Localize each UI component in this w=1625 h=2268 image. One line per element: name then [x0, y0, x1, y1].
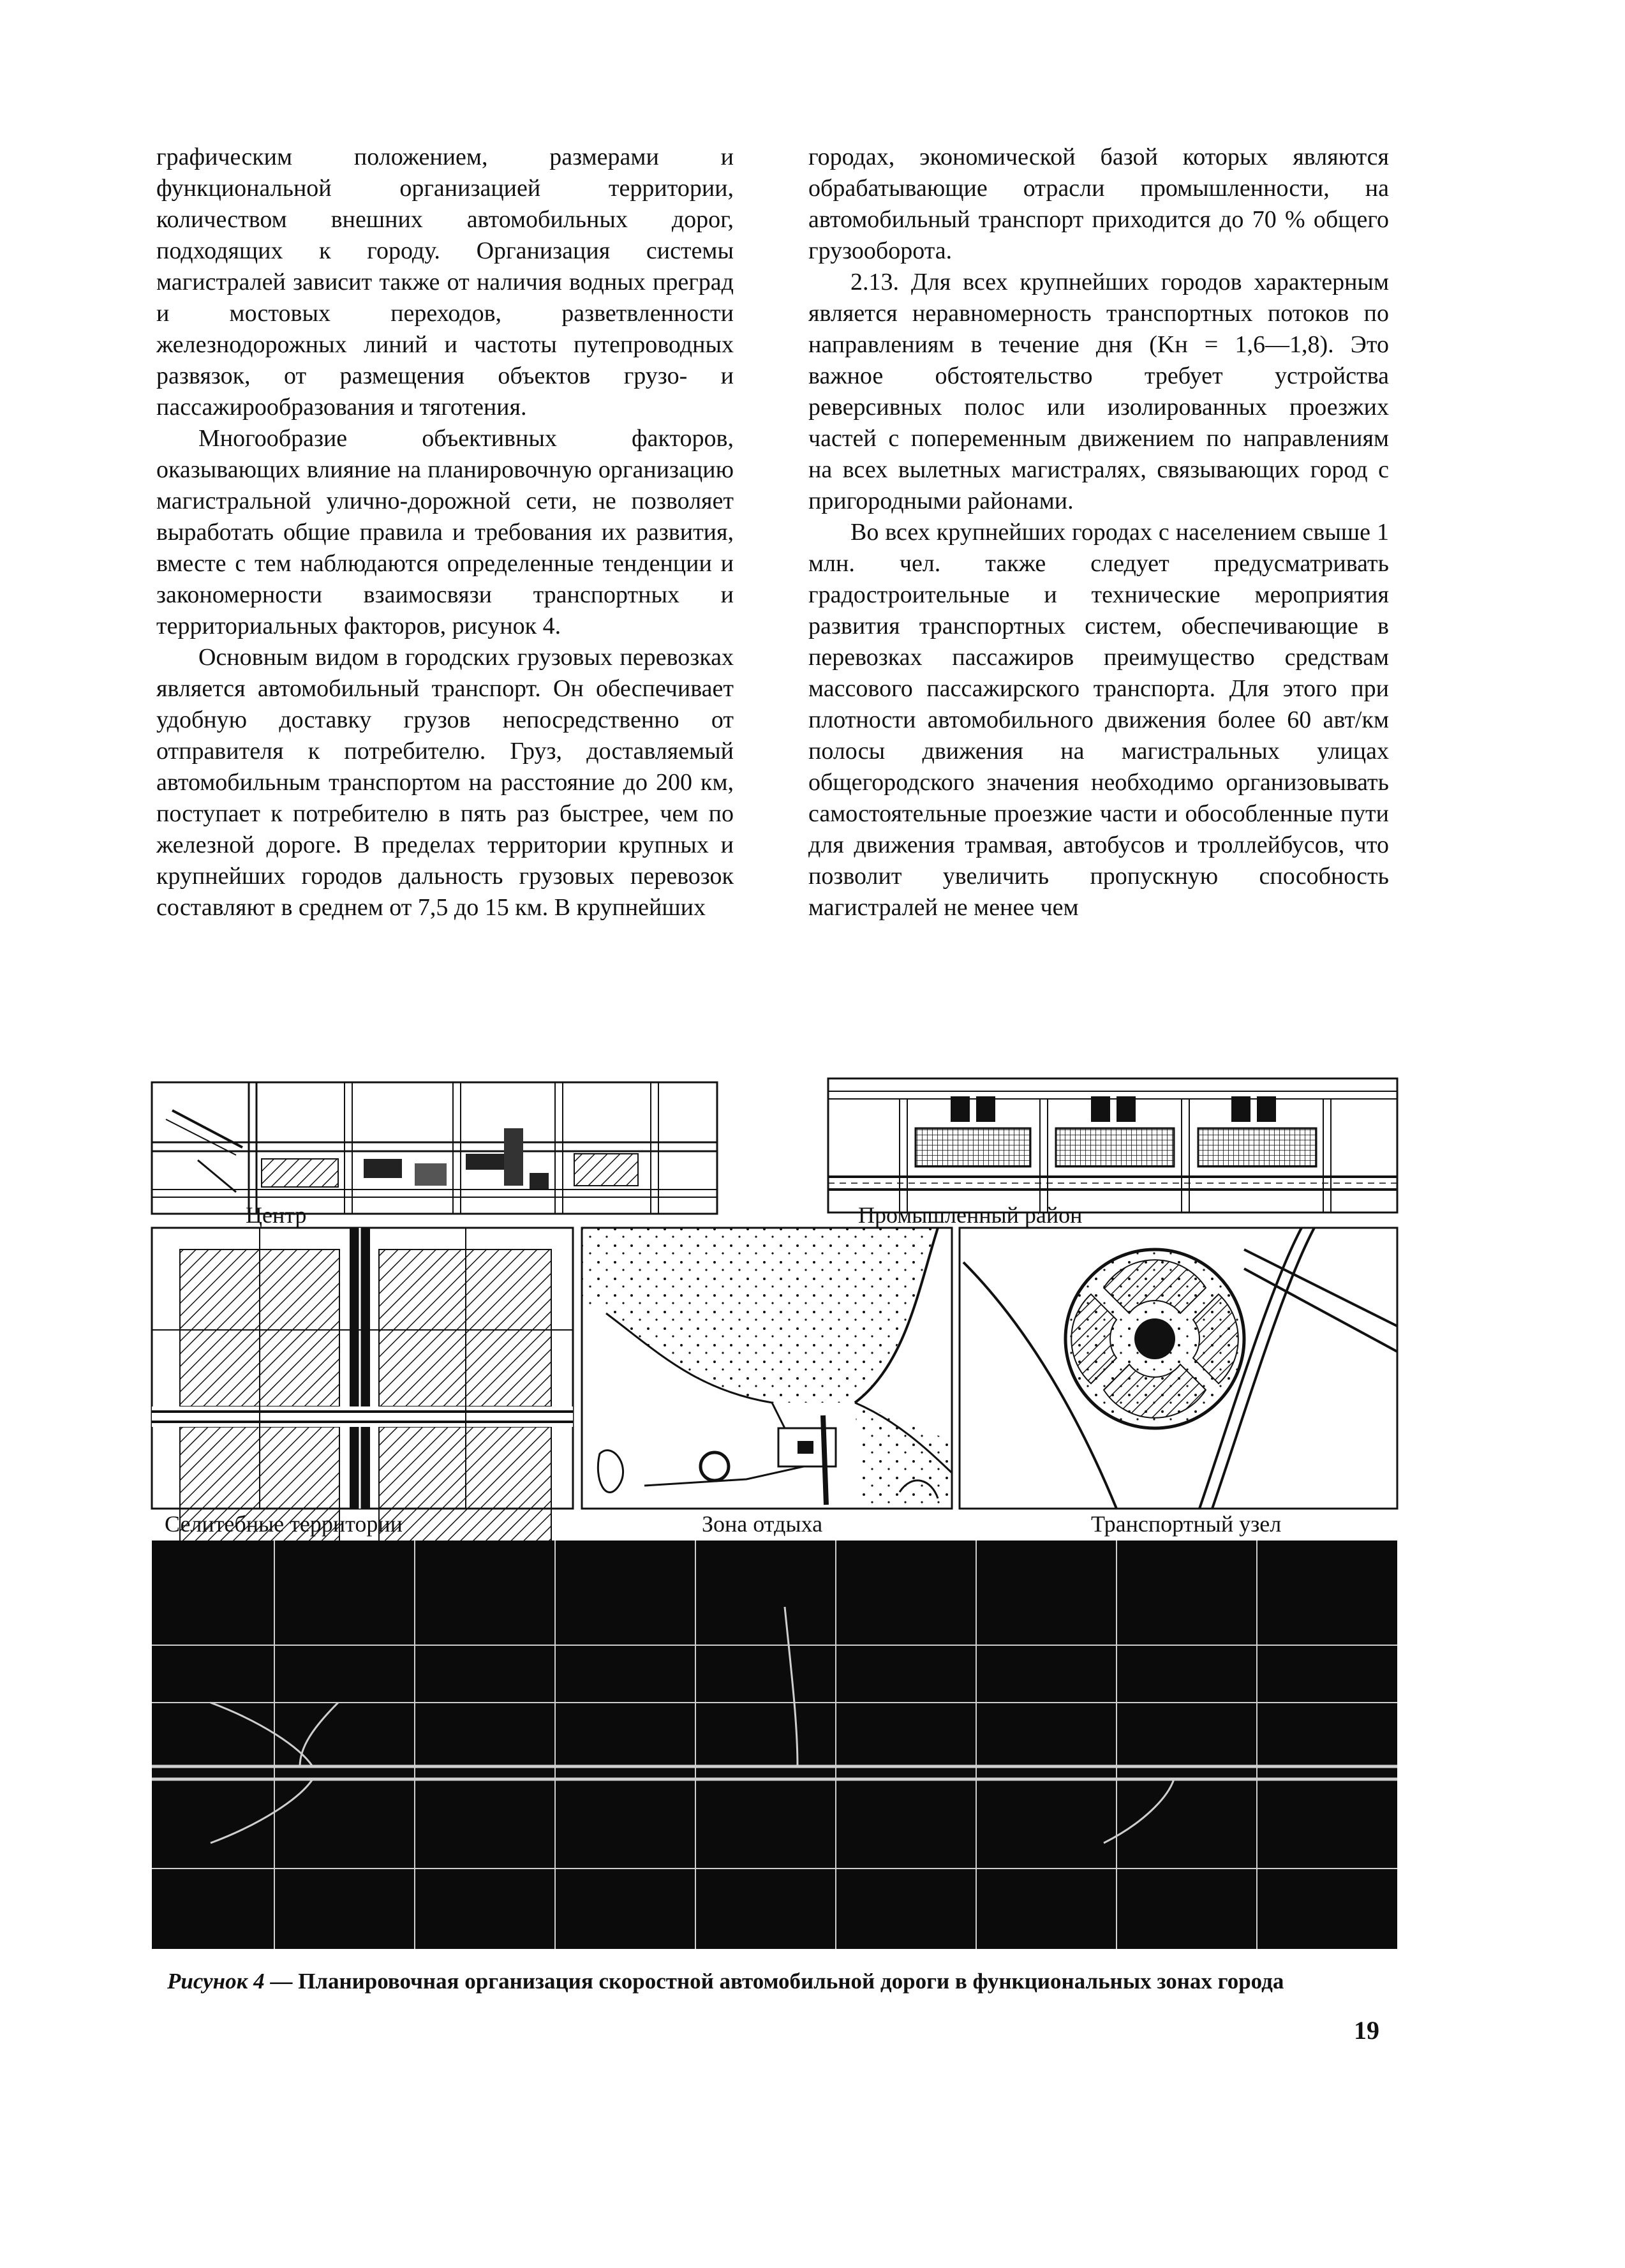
map-strip — [152, 1541, 1397, 1949]
figure-label-center: Центр — [246, 1202, 307, 1228]
figure-label-industrial: Промышленный район — [858, 1202, 1083, 1228]
figure-label-recreation: Зона отдыха — [702, 1511, 823, 1537]
panel-transport-hub — [960, 1228, 1397, 1509]
paragraph: Во всех крупнейших городах с населением свыше 1 млн. чел. также следует предусматривать градостроительные и технические мероприятия развития транспортных систем, обеспечивающие в перевозках пассажиров преимущество средствам массового пассажирского транспорта. Для этого при плотности автомобильного движения более 60 авт/км полосы движения на магистральных улицах общегородского значения необходимо организовывать самостоятельные проезжие части и обособленные пути для движения трамвая, автобусов и троллейбусов, что позволит увеличить пропускную способность магистралей не менее чем — [808, 519, 1389, 921]
paragraph: Многообразие объективных факторов, оказывающих влияние на планировочную организацию магистральной улично-дорожной сети, не позволяет выработать общие правила и требования их развития, вместе с тем наблюдаются определенные тенденции и закономерности взаимосвязи транспортных и территориальных факторов, рисунок 4. — [156, 425, 734, 639]
figure-label-transport-hub: Транспортный узел — [1091, 1511, 1282, 1537]
page-number: 19 — [1354, 2016, 1379, 2045]
caption-lead: Рисунок 4 — [167, 1969, 265, 1994]
figure-4 — [147, 1058, 1402, 1949]
caption-text: — Планировочная организация скоростной автомобильной дороги в функциональных зонах города — [264, 1969, 1284, 1994]
panel-recreation — [582, 1228, 952, 1509]
panel-industrial — [828, 1078, 1397, 1212]
left-text-column — [156, 142, 734, 923]
figure-label-residential: Селитебные территории — [165, 1511, 403, 1537]
paragraph: Основным видом в городских грузовых перевозках является автомобильный транспорт. Он обеспечивает удобную доставку грузов непосредственно от отправителя к потребителю. Груз, доставляемый автомобильным транспортом на расстояние до 200 км, поступает к потребителю в пять раз быстрее, чем по железной дороге. В пределах территории крупных и крупнейших городов дальность грузовых перевозок составляют в среднем от 7,5 до 15 км. В крупнейших — [156, 644, 734, 921]
paragraph: городах, экономической базой которых являются обрабатывающие отрасли промышленности, на автомобильный транспорт приходится до 70 % общего грузооборота. — [808, 144, 1389, 264]
right-text-column — [808, 142, 1389, 923]
figure-caption — [167, 1969, 1405, 1994]
paragraph: 2.13. Для всех крупнейших городов характерным является неравномерность транспортных потоков по направлениям в течение дня (Kн = 1,6—1,8). Это важное обстоятельство требует устройства реверсивных полос или изолированных проезжих частей с попеременным движением по направлениям на всех вылетных магистралях, связывающих город с пригородными районами. — [808, 269, 1389, 514]
panel-center — [152, 1082, 717, 1214]
paragraph: графическим положением, размерами и функциональной организацией территории, количеством внешних автомобильных дорог, подходящих к городу. Организация системы магистралей зависит также от наличия водных преград и мостовых переходов, разветвленности железнодорожных линий и частоты путепроводных развязок, от размещения объектов грузо- и пассажирообразования и тяготения. — [156, 144, 734, 421]
figure-drawing — [147, 1058, 1402, 1949]
